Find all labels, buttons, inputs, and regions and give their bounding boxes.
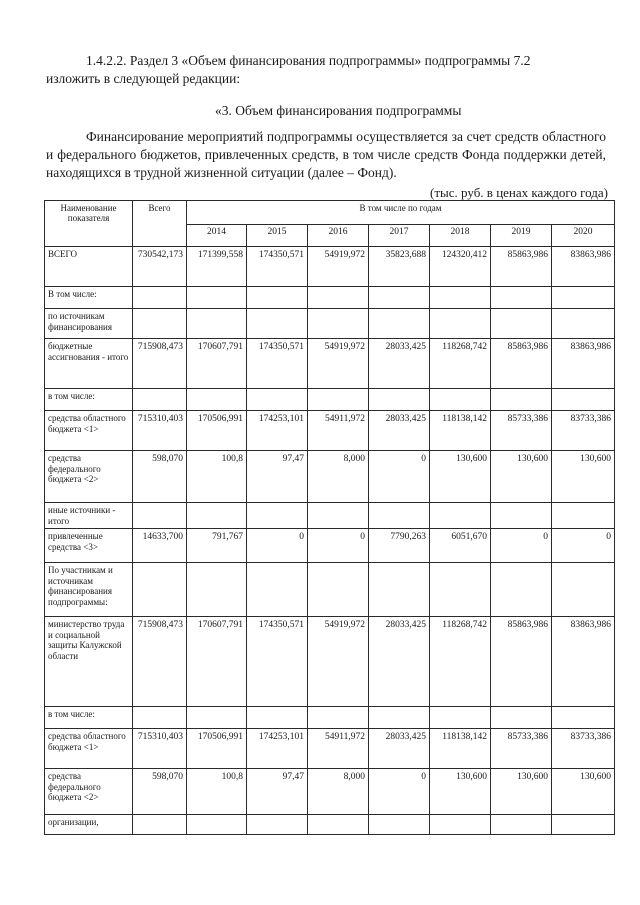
cell-year-2015 (247, 287, 308, 309)
row-label: привлеченные средства <3> (45, 529, 133, 563)
table-row (45, 309, 615, 339)
row-label: организации, (45, 815, 133, 835)
cell-year-2018 (430, 563, 491, 617)
cell-year-2020 (552, 815, 615, 835)
cell-year-2016: 54919,972 (308, 339, 369, 389)
cell-year-2015: 97,47 (247, 451, 308, 503)
cell-year-2016: 0 (308, 529, 369, 563)
units-note: (тыс. руб. в ценах каждого года) (430, 185, 608, 200)
cell-year-2015 (247, 309, 308, 339)
cell-total: 715310,403 (133, 729, 187, 769)
cell-year-2019: 85733,386 (491, 729, 552, 769)
cell-total: 14633,700 (133, 529, 187, 563)
header-year-2017: 2017 (369, 225, 430, 247)
cell-year-2017: 28033,425 (369, 617, 430, 707)
cell-year-2020 (552, 287, 615, 309)
cell-year-2016: 54911,972 (308, 729, 369, 769)
table-row (45, 707, 615, 729)
cell-year-2019: 85733,386 (491, 411, 552, 451)
financing-text: Финансирование мероприятий подпрограммы осуществляется за счет средств областного и федерального бюджетов, привлеченных средств, в том числе средств Фонда поддержки детей, находящихся в трудной жизненной ситуации (далее – Фонд). (46, 129, 606, 180)
table-row (45, 287, 615, 309)
cell-year-2017: 28033,425 (369, 729, 430, 769)
cell-year-2016 (308, 287, 369, 309)
intro-line-1: 1.4.2.2. Раздел 3 «Объем финансирования подпрограммы» подпрограммы 7.2 (86, 53, 531, 68)
row-label: средства федерального бюджета <2> (45, 769, 133, 815)
cell-year-2016 (308, 815, 369, 835)
header-year-2014: 2014 (187, 225, 247, 247)
cell-year-2020: 83863,986 (552, 617, 615, 707)
cell-total (133, 815, 187, 835)
cell-year-2014: 100,8 (187, 769, 247, 815)
row-label: средства областного бюджета <1> (45, 729, 133, 769)
cell-year-2014: 170506,991 (187, 729, 247, 769)
cell-year-2014 (187, 563, 247, 617)
cell-year-2014: 791,767 (187, 529, 247, 563)
cell-year-2015: 174350,571 (247, 617, 308, 707)
cell-year-2017: 0 (369, 769, 430, 815)
cell-total (133, 707, 187, 729)
cell-total (133, 503, 187, 529)
intro-line-2: изложить в следующей редакции: (46, 71, 241, 86)
cell-year-2020: 83863,986 (552, 247, 615, 287)
cell-year-2019 (491, 389, 552, 411)
cell-year-2017: 35823,688 (369, 247, 430, 287)
header-year-2015: 2015 (247, 225, 308, 247)
cell-year-2016: 8,000 (308, 451, 369, 503)
cell-year-2017: 28033,425 (369, 411, 430, 451)
cell-year-2019 (491, 309, 552, 339)
table-row (45, 769, 615, 815)
cell-total: 730542,173 (133, 247, 187, 287)
row-label: средства областного бюджета <1> (45, 411, 133, 451)
cell-year-2016 (308, 503, 369, 529)
cell-year-2015: 174253,101 (247, 729, 308, 769)
cell-year-2019 (491, 503, 552, 529)
cell-year-2014: 100,8 (187, 451, 247, 503)
cell-year-2019 (491, 707, 552, 729)
cell-year-2015: 174350,571 (247, 339, 308, 389)
cell-year-2016 (308, 563, 369, 617)
header-total: Всего (133, 201, 187, 247)
cell-year-2019: 130,600 (491, 451, 552, 503)
cell-total: 715310,403 (133, 411, 187, 451)
cell-year-2014 (187, 815, 247, 835)
table-row (45, 389, 615, 411)
cell-year-2018: 118268,742 (430, 339, 491, 389)
intro-paragraph (46, 52, 606, 88)
row-label: В том числе: (45, 287, 133, 309)
cell-year-2015: 174253,101 (247, 411, 308, 451)
cell-year-2020 (552, 309, 615, 339)
cell-year-2019: 0 (491, 529, 552, 563)
cell-year-2017: 7790,263 (369, 529, 430, 563)
cell-year-2020: 83733,386 (552, 411, 615, 451)
cell-year-2018: 118138,142 (430, 411, 491, 451)
cell-year-2017 (369, 287, 430, 309)
table-row (45, 563, 615, 617)
cell-year-2016: 8,000 (308, 769, 369, 815)
header-year-2019: 2019 (491, 225, 552, 247)
header-year-2018: 2018 (430, 225, 491, 247)
cell-year-2014 (187, 287, 247, 309)
cell-year-2019 (491, 563, 552, 617)
table-row (45, 451, 615, 503)
cell-year-2014 (187, 707, 247, 729)
row-label: ВСЕГО (45, 247, 133, 287)
table-row (45, 503, 615, 529)
cell-year-2020: 130,600 (552, 769, 615, 815)
cell-year-2014 (187, 503, 247, 529)
cell-year-2018 (430, 707, 491, 729)
row-label: в том числе: (45, 389, 133, 411)
cell-year-2019: 85863,986 (491, 339, 552, 389)
cell-year-2015 (247, 707, 308, 729)
cell-year-2019 (491, 815, 552, 835)
cell-year-2017 (369, 389, 430, 411)
cell-year-2014 (187, 389, 247, 411)
table-row (45, 617, 615, 707)
cell-total (133, 389, 187, 411)
row-label: в том числе: (45, 707, 133, 729)
table-row (45, 339, 615, 389)
cell-year-2018 (430, 389, 491, 411)
cell-total: 598,070 (133, 769, 187, 815)
table-row (45, 247, 615, 287)
cell-year-2017 (369, 563, 430, 617)
cell-year-2017: 28033,425 (369, 339, 430, 389)
cell-total: 598,070 (133, 451, 187, 503)
cell-total: 715908,473 (133, 339, 187, 389)
cell-year-2018: 118138,142 (430, 729, 491, 769)
cell-year-2014: 170607,791 (187, 339, 247, 389)
cell-year-2018 (430, 503, 491, 529)
cell-total (133, 309, 187, 339)
cell-year-2018: 118268,742 (430, 617, 491, 707)
cell-year-2019 (491, 287, 552, 309)
cell-year-2016 (308, 309, 369, 339)
cell-year-2016 (308, 707, 369, 729)
cell-year-2020 (552, 707, 615, 729)
row-label: средства федерального бюджета <2> (45, 451, 133, 503)
cell-year-2018: 130,600 (430, 451, 491, 503)
cell-year-2020: 83733,386 (552, 729, 615, 769)
cell-year-2018 (430, 309, 491, 339)
cell-year-2019: 85863,986 (491, 247, 552, 287)
header-year-2020: 2020 (552, 225, 615, 247)
header-year-2016: 2016 (308, 225, 369, 247)
cell-year-2020: 0 (552, 529, 615, 563)
cell-year-2015: 97,47 (247, 769, 308, 815)
cell-year-2017 (369, 309, 430, 339)
cell-total (133, 287, 187, 309)
cell-year-2020 (552, 389, 615, 411)
cell-year-2017: 0 (369, 451, 430, 503)
cell-year-2018 (430, 287, 491, 309)
row-label: министерство труда и социальной защиты Калужской области (45, 617, 133, 707)
table-row (45, 815, 615, 835)
cell-year-2018: 130,600 (430, 769, 491, 815)
financing-paragraph (46, 128, 606, 182)
cell-year-2016: 54919,972 (308, 617, 369, 707)
table-row (45, 411, 615, 451)
cell-year-2015 (247, 563, 308, 617)
header-name: Наименование показателя (45, 201, 133, 247)
cell-year-2017 (369, 503, 430, 529)
cell-year-2018 (430, 815, 491, 835)
cell-year-2016: 54919,972 (308, 247, 369, 287)
financing-table (44, 200, 615, 835)
cell-total (133, 563, 187, 617)
header-years-group: В том числе по годам (187, 201, 615, 225)
cell-year-2014: 170607,791 (187, 617, 247, 707)
cell-year-2019: 130,600 (491, 769, 552, 815)
row-label: бюджетные ассигнования - итого (45, 339, 133, 389)
cell-year-2014 (187, 309, 247, 339)
cell-year-2020 (552, 503, 615, 529)
cell-year-2017 (369, 707, 430, 729)
row-label: иные источники - итого (45, 503, 133, 529)
cell-year-2018: 124320,412 (430, 247, 491, 287)
cell-year-2014: 171399,558 (187, 247, 247, 287)
cell-year-2018: 6051,670 (430, 529, 491, 563)
cell-year-2014: 170506,991 (187, 411, 247, 451)
cell-year-2015 (247, 815, 308, 835)
cell-total: 715908,473 (133, 617, 187, 707)
table-row (45, 729, 615, 769)
cell-year-2015 (247, 503, 308, 529)
cell-year-2019: 85863,986 (491, 617, 552, 707)
table-row (45, 529, 615, 563)
cell-year-2020: 130,600 (552, 451, 615, 503)
cell-year-2015: 0 (247, 529, 308, 563)
cell-year-2020 (552, 563, 615, 617)
cell-year-2015: 174350,571 (247, 247, 308, 287)
section-heading: «3. Объем финансирования подпрограммы (215, 103, 462, 118)
row-label: по источникам финансирования (45, 309, 133, 339)
cell-year-2020: 83863,986 (552, 339, 615, 389)
cell-year-2017 (369, 815, 430, 835)
cell-year-2015 (247, 389, 308, 411)
row-label: По участникам и источникам финансирования подпрограммы: (45, 563, 133, 617)
cell-year-2016 (308, 389, 369, 411)
cell-year-2016: 54911,972 (308, 411, 369, 451)
